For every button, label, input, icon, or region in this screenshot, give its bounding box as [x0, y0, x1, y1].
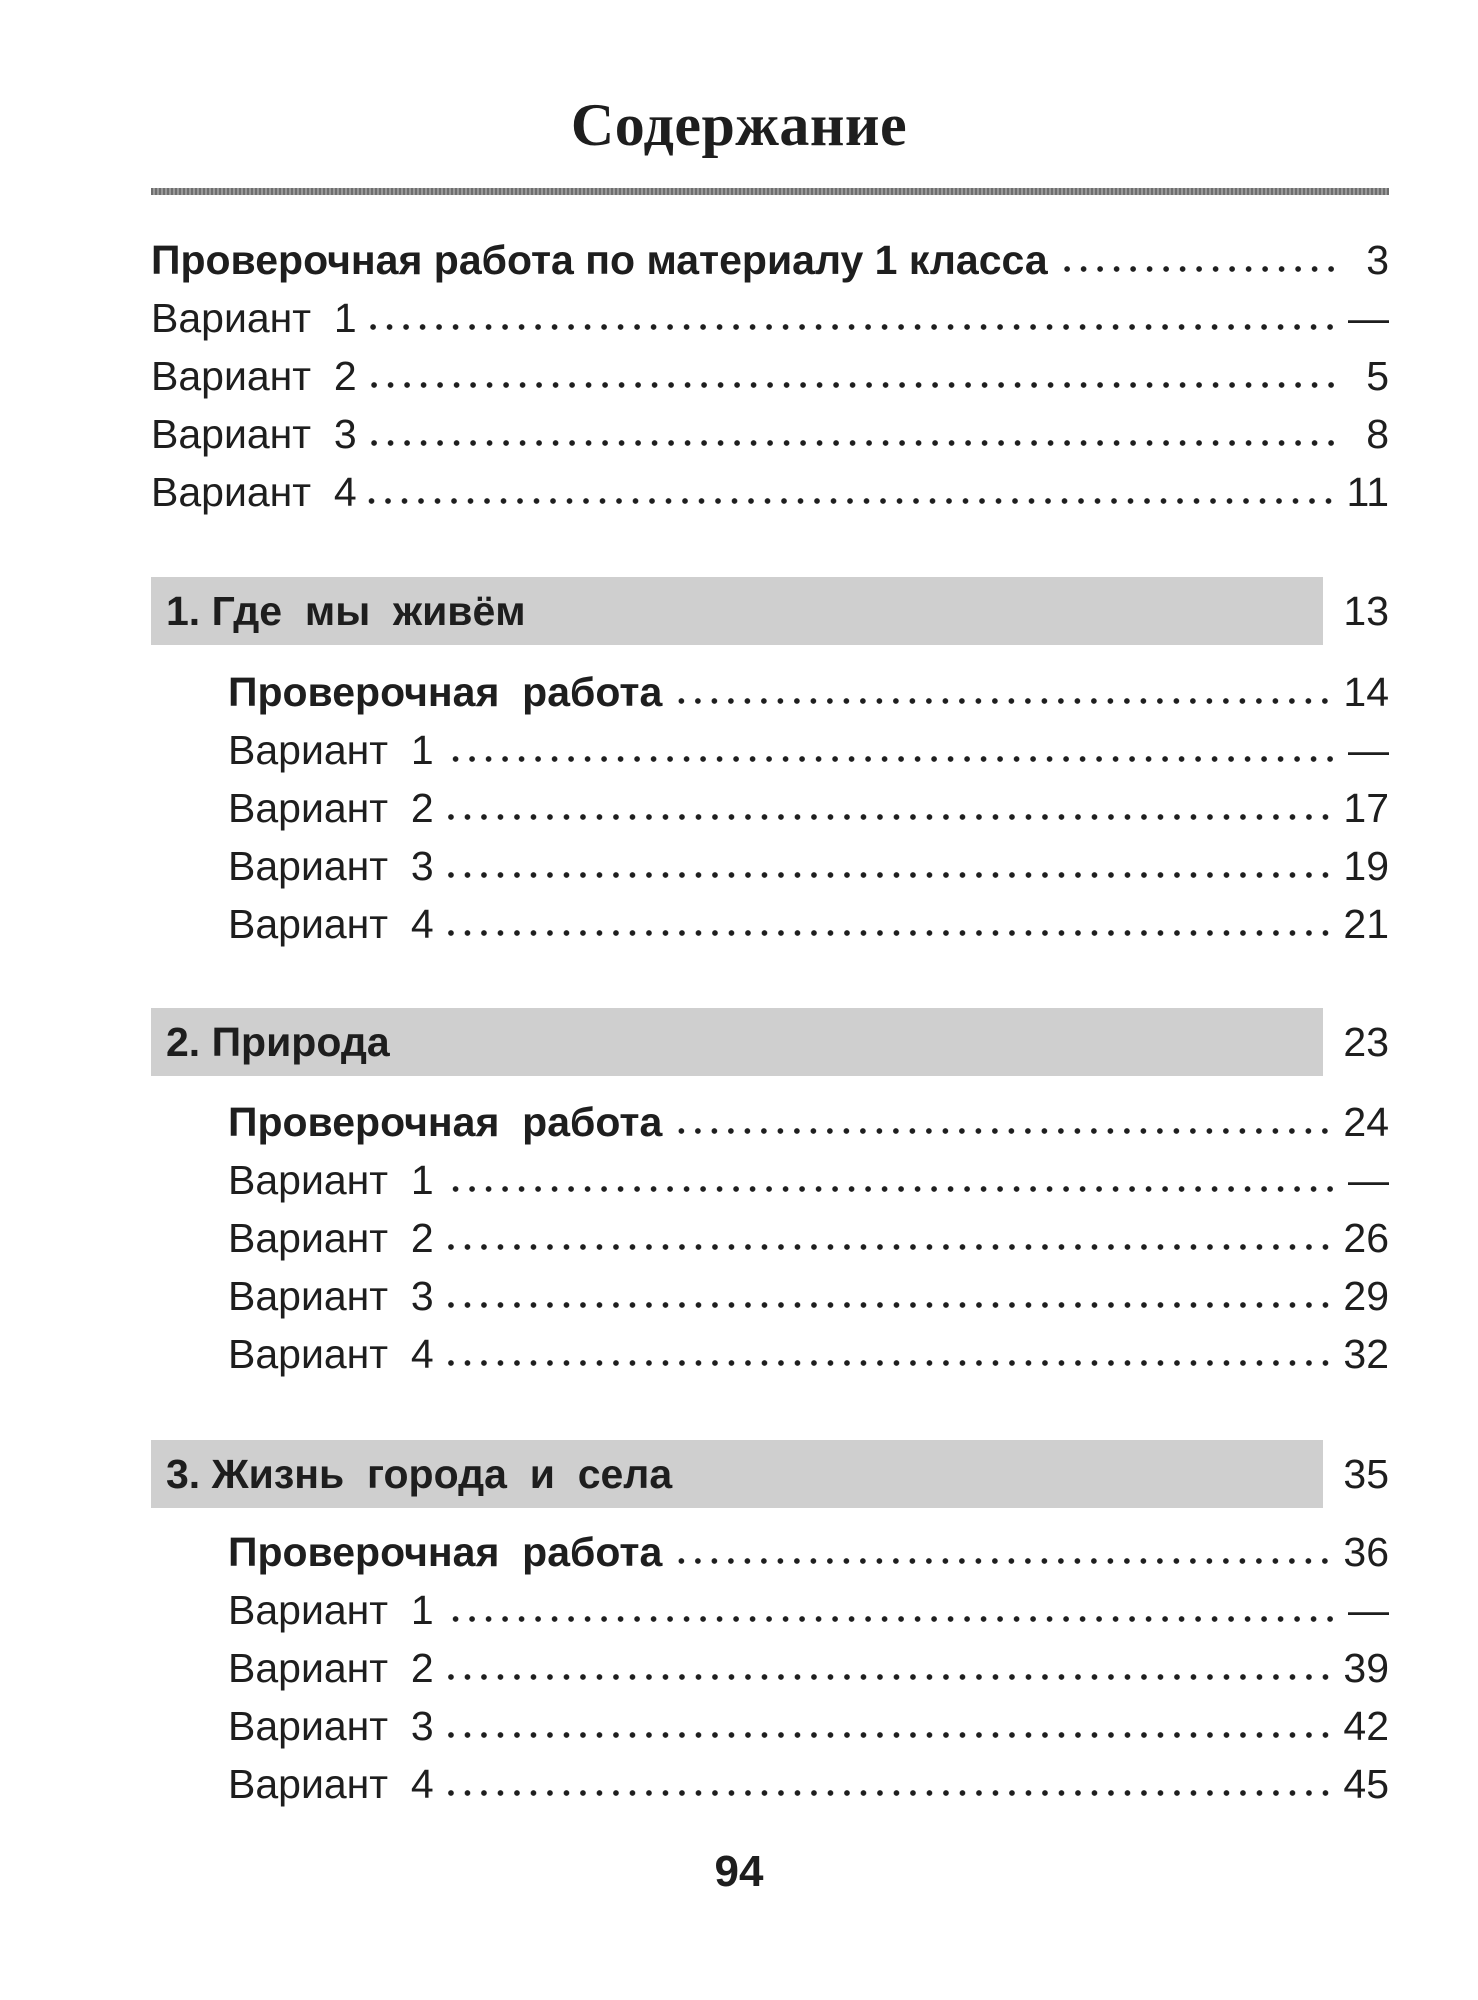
- section-1-heading[interactable]: [0, 577, 1478, 645]
- toc-entry-s3-variant-1[interactable]: [228, 1585, 1389, 1635]
- toc-dot-leader: [442, 1614, 1338, 1624]
- toc-dot-leader: [442, 1242, 1334, 1252]
- toc-entry-s3-work[interactable]: [228, 1527, 1389, 1577]
- toc-entry-s1-work[interactable]: [228, 667, 1389, 717]
- toc-entry-page: 5: [1366, 353, 1389, 399]
- toc-dot-leader: [365, 496, 1337, 506]
- toc-dot-leader: [1056, 264, 1339, 274]
- toc-entry-page: 39: [1343, 1645, 1389, 1691]
- page-title: Содержание: [570, 92, 908, 158]
- toc-entry-label: Вариант 3: [151, 411, 357, 457]
- toc-entry-label: Вариант 3: [228, 1273, 434, 1319]
- section-3-heading[interactable]: [0, 1440, 1478, 1508]
- toc-entry-page: 32: [1343, 1331, 1389, 1377]
- title-rule: [151, 188, 1389, 195]
- toc-entry-label: Вариант 3: [228, 843, 434, 889]
- toc-entry-page: —: [1348, 1587, 1389, 1633]
- section-title: 3. Жизнь города и села: [166, 1451, 673, 1497]
- toc-entry-page: 17: [1343, 785, 1389, 831]
- toc-entry-s1-variant-1[interactable]: [228, 725, 1389, 775]
- toc-entry-label: Вариант 2: [228, 785, 434, 831]
- toc-dot-leader: [442, 870, 1334, 880]
- toc-entry-label: Вариант 4: [228, 1331, 434, 1377]
- toc-entry-label: Вариант 1: [228, 1587, 434, 1633]
- toc-entry-page: —: [1348, 1157, 1389, 1203]
- toc-entry-label: Вариант 2: [228, 1215, 434, 1261]
- toc-dot-leader: [670, 696, 1333, 706]
- section-page: 13: [1343, 588, 1389, 634]
- toc-entry-page: 21: [1343, 901, 1389, 947]
- toc-entry-label: Вариант 4: [228, 1761, 434, 1807]
- toc-entry-page: 14: [1343, 669, 1389, 715]
- toc-entry-s3-variant-2[interactable]: [228, 1643, 1389, 1693]
- toc-dot-leader: [442, 1358, 1334, 1368]
- toc-entry-intro-heading[interactable]: [151, 235, 1389, 285]
- toc-dot-leader: [442, 1788, 1334, 1798]
- section-page: 35: [1343, 1451, 1389, 1497]
- toc-entry-page: 36: [1343, 1529, 1389, 1575]
- toc-entry-s3-variant-4[interactable]: [228, 1759, 1389, 1809]
- toc-dot-leader: [442, 1300, 1334, 1310]
- toc-entry-label: Вариант 1: [228, 727, 434, 773]
- toc-dot-leader: [365, 380, 1339, 390]
- section-title: 2. Природа: [166, 1019, 390, 1065]
- toc-dot-leader: [365, 322, 1338, 332]
- toc-entry-s2-variant-2[interactable]: [228, 1213, 1389, 1263]
- toc-entry-intro-variant-4[interactable]: [151, 467, 1389, 517]
- toc-entry-page: 42: [1343, 1703, 1389, 1749]
- toc-entry-label: Проверочная работа по материалу 1 класса: [151, 237, 1048, 283]
- toc-dot-leader: [442, 928, 1334, 938]
- toc-entry-page: 26: [1343, 1215, 1389, 1261]
- toc-entry-page: —: [1348, 727, 1389, 773]
- toc-entry-intro-variant-2[interactable]: [151, 351, 1389, 401]
- toc-entry-page: 11: [1346, 469, 1389, 515]
- toc-dot-leader: [670, 1126, 1333, 1136]
- section-2-heading[interactable]: [0, 1008, 1478, 1076]
- toc-dot-leader: [442, 754, 1338, 764]
- toc-entry-label: Вариант 4: [151, 469, 357, 515]
- toc-entry-label: Вариант 2: [228, 1645, 434, 1691]
- toc-entry-page: —: [1348, 295, 1389, 341]
- toc-entry-page: 29: [1343, 1273, 1389, 1319]
- toc-entry-s2-variant-4[interactable]: [228, 1329, 1389, 1379]
- toc-entry-s1-variant-3[interactable]: [228, 841, 1389, 891]
- toc-entry-s2-variant-3[interactable]: [228, 1271, 1389, 1321]
- toc-entry-intro-variant-1[interactable]: [151, 293, 1389, 343]
- toc-entry-s3-variant-3[interactable]: [228, 1701, 1389, 1751]
- toc-dot-leader: [442, 1184, 1338, 1194]
- toc-entry-page: 45: [1343, 1761, 1389, 1807]
- toc-dot-leader: [670, 1556, 1333, 1566]
- toc-entry-label: Проверочная работа: [228, 1529, 663, 1575]
- toc-entry-label: Вариант 1: [151, 295, 357, 341]
- toc-entry-label: Проверочная работа: [228, 1099, 663, 1145]
- toc-entry-label: Вариант 3: [228, 1703, 434, 1749]
- toc-entry-s1-variant-2[interactable]: [228, 783, 1389, 833]
- toc-dot-leader: [365, 438, 1339, 448]
- toc-entry-s1-variant-4[interactable]: [228, 899, 1389, 949]
- toc-entry-label: Вариант 1: [228, 1157, 434, 1203]
- toc-entry-page: 8: [1366, 411, 1389, 457]
- section-page: 23: [1343, 1019, 1389, 1065]
- toc-entry-page: 3: [1366, 237, 1389, 283]
- toc-entry-page: 24: [1343, 1099, 1389, 1145]
- toc-entry-label: Вариант 4: [228, 901, 434, 947]
- toc-entry-s2-work[interactable]: [228, 1097, 1389, 1147]
- toc-dot-leader: [442, 1730, 1334, 1740]
- toc-dot-leader: [442, 1672, 1334, 1682]
- toc-entry-s2-variant-1[interactable]: [228, 1155, 1389, 1205]
- toc-entry-label: Проверочная работа: [228, 669, 663, 715]
- section-title: 1. Где мы живём: [166, 588, 526, 634]
- toc-entry-page: 19: [1343, 843, 1389, 889]
- toc-entry-intro-variant-3[interactable]: [151, 409, 1389, 459]
- toc-dot-leader: [442, 812, 1334, 822]
- page-number: 94: [714, 1847, 764, 1896]
- toc-entry-label: Вариант 2: [151, 353, 357, 399]
